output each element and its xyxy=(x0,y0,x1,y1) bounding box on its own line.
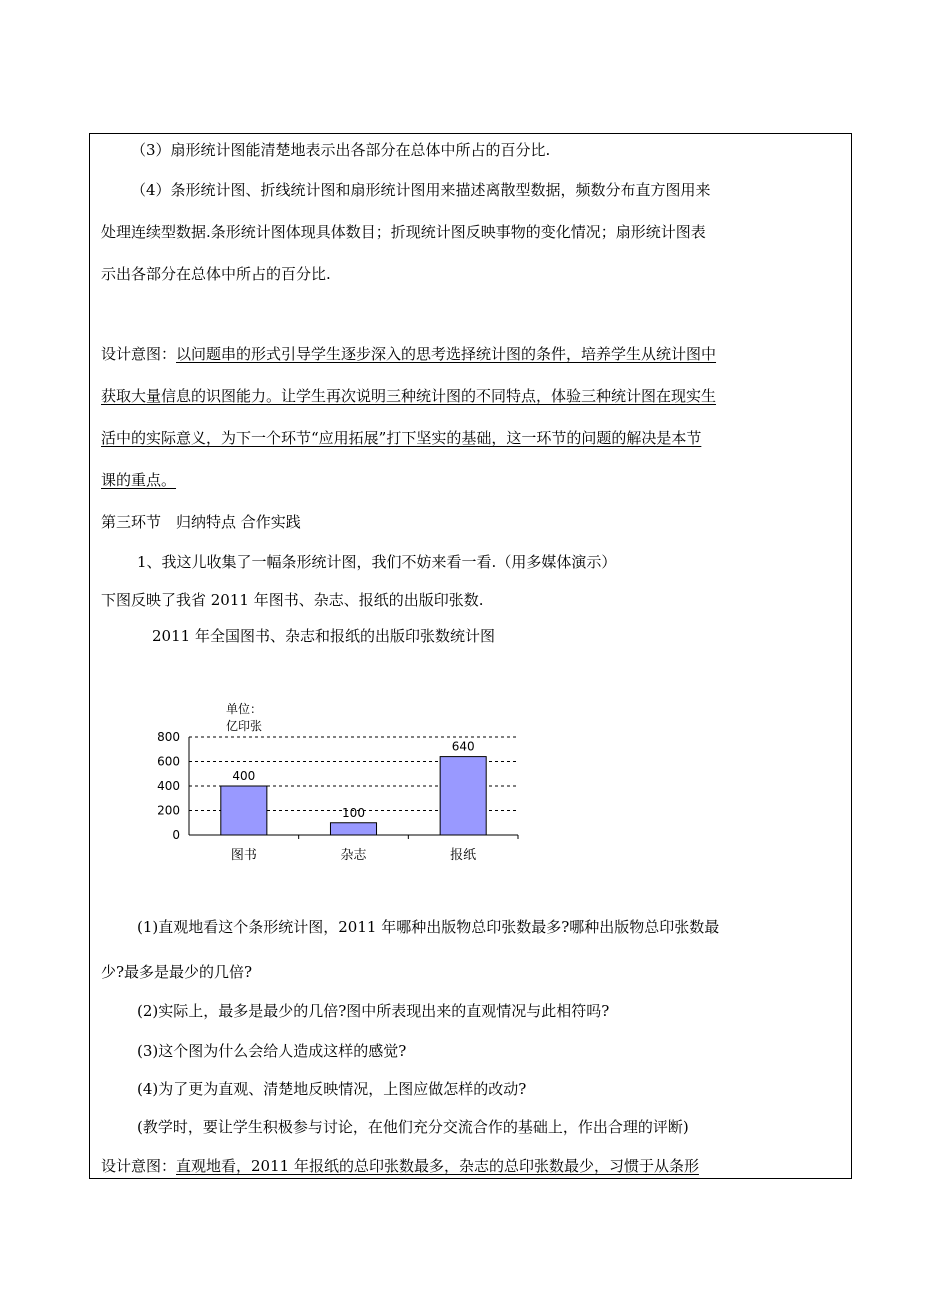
design-intent-2-label: 设计意图： xyxy=(101,1157,177,1175)
unit-label-line2: 亿印张 xyxy=(226,719,263,733)
teaching-note: (教学时，要让学生积极参与讨论，在他们充分交流合作的基础上，作出合理的评断) xyxy=(137,1118,689,1136)
question-1-line2: 少?最多是最少的几倍? xyxy=(101,963,253,981)
question-1-line1: (1)直观地看这个条形统计图，2011 年哪种出版物总印张数最多?哪种出版物总印张数最 xyxy=(137,918,720,936)
design-intent-2-text: 直观地看，2011 年报纸的总印张数最多，杂志的总印张数最少，习惯于从条形 xyxy=(176,1157,699,1175)
y-tick-label: 600 xyxy=(157,754,180,769)
x-category-label: 图书 xyxy=(230,848,257,863)
question-2: (2)实际上，最多是最少的几倍?图中所表现出来的直观情况与此相符吗? xyxy=(137,1002,610,1020)
x-category-label: 报纸 xyxy=(450,848,477,863)
chart-intro: 下图反映了我省 2011 年图书、杂志、报纸的出版印张数. xyxy=(101,591,484,609)
table-cell-frame xyxy=(89,133,852,1179)
section-heading: 第三环节 归纳特点 合作实践 xyxy=(101,513,301,531)
design-intent-1-line4: 课的重点。 xyxy=(101,471,177,489)
question-4: (4)为了更为直观、清楚地反映情况，上图应做怎样的改动? xyxy=(137,1080,527,1098)
paragraph-4-line3: 示出各部分在总体中所占的百分比. xyxy=(101,265,331,283)
question-3: (3)这个图为什么会给人造成这样的感觉? xyxy=(137,1042,407,1060)
design-intent-label: 设计意图： xyxy=(101,345,177,363)
paragraph-4-line1: （4）条形统计图、折线统计图和扇形统计图用来描述离散型数据，频数分布直方图用来 xyxy=(131,181,711,199)
y-tick-label: 200 xyxy=(157,803,180,818)
paragraph-3: （3）扇形统计图能清楚地表示出各部分在总体中所占的百分比. xyxy=(131,141,551,159)
unit-label-line1: 单位： xyxy=(226,702,263,716)
y-tick-label: 800 xyxy=(157,730,180,744)
design-intent-1-line1 xyxy=(101,344,716,364)
x-category-label: 杂志 xyxy=(340,848,367,863)
design-intent-1-line3: 活中的实际意义，为下一个环节“应用拓展”打下坚实的基础，这一环节的问题的解决是本节 xyxy=(101,429,702,447)
data-label: 100 xyxy=(342,805,365,820)
y-tick-label: 400 xyxy=(157,779,180,793)
paragraph-4-line2: 处理连续型数据.条形统计图体现具体数目；折现统计图反映事物的变化情况；扇形统计图表 xyxy=(101,223,706,241)
design-intent-text: 以问题串的形式引导学生逐步深入的思考选择统计图的条件，培养学生从统计图中 xyxy=(176,345,717,363)
chart-title: 2011 年全国图书、杂志和报纸的出版印张数统计图 xyxy=(152,627,495,645)
data-label: 400 xyxy=(232,769,256,783)
design-intent-2-line1 xyxy=(101,1156,699,1176)
y-tick-label: 0 xyxy=(172,828,180,842)
data-label: 640 xyxy=(451,739,475,754)
design-intent-1-line2: 获取大量信息的识图能力。让学生再次说明三种统计图的不同特点，体验三种统计图在现实生 xyxy=(101,387,717,405)
item-1: 1、我这儿收集了一幅条形统计图，我们不妨来看一看.（用多媒体演示） xyxy=(137,553,617,571)
